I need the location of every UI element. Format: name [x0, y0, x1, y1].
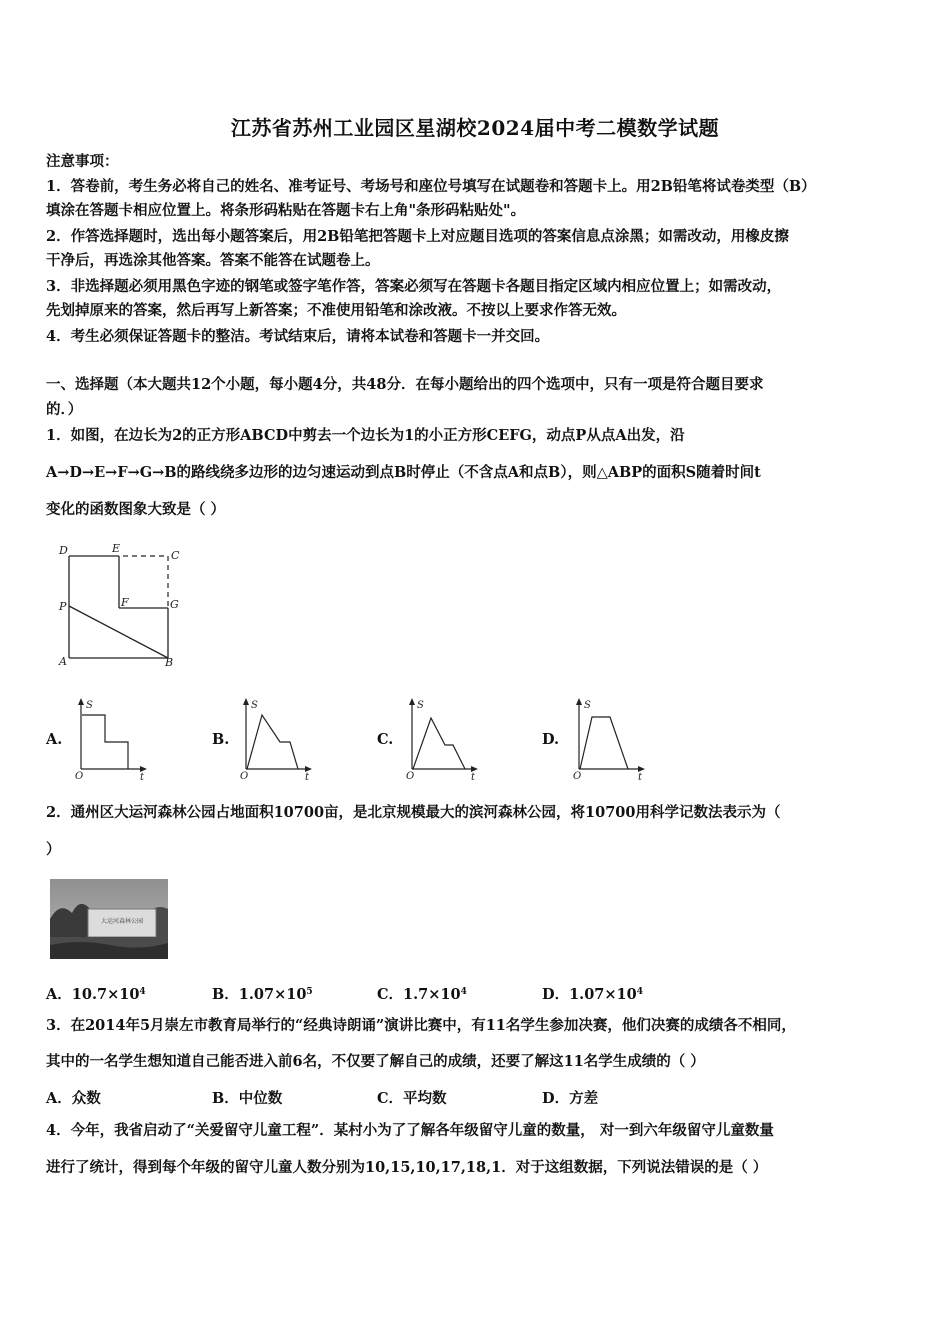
q1-option-a-label: A.	[46, 731, 63, 748]
label-A: A	[59, 655, 67, 668]
origin-label: O	[75, 771, 84, 781]
label-G: G	[170, 598, 179, 611]
park-photo	[50, 879, 168, 959]
label-B: B	[165, 656, 174, 669]
q3-text: 其中的一名学生想知道自己能否进入前6名，不仅要了解自己的成绩，还要了解这11名学生成绩的（ ）	[46, 1053, 705, 1070]
y-arrow	[78, 698, 84, 705]
section-heading-cont: 的．）	[46, 401, 83, 418]
q1-option-a-graph	[72, 695, 152, 781]
y-arrow	[243, 698, 249, 705]
notice-heading: 注意事项：	[46, 153, 119, 170]
graph-line	[247, 715, 298, 769]
q1-option-c-graph	[403, 695, 483, 781]
axis-label-s: S	[86, 700, 93, 711]
graph-line	[82, 715, 128, 769]
q3-option-c: C．平均数	[377, 1090, 447, 1107]
label-P: P	[59, 600, 67, 613]
q1-option-c-label: C.	[377, 731, 394, 748]
segment-PB	[69, 606, 168, 658]
axis-label-t: t	[140, 772, 145, 781]
q3-option-b: B．中位数	[212, 1090, 283, 1107]
q2-text: ）	[46, 841, 61, 858]
q3-option-a: A．众数	[46, 1090, 101, 1107]
label-D: D	[59, 544, 68, 557]
axis-label-s: S	[584, 700, 591, 711]
q2-option-c: C．$1.7\times 10^4$	[377, 986, 467, 1003]
q1-option-b-label: B.	[212, 731, 230, 748]
label-F: F	[121, 596, 129, 609]
section-heading: 一、选择题（本大题共12个小题，每小题4分，共48分．在每小题给出的四个选项中，只有一项是符合题目要求	[46, 376, 764, 393]
y-arrow	[409, 698, 415, 705]
axis-label-s: S	[417, 700, 424, 711]
photo-sign-text: 大运河森林公园	[100, 918, 144, 925]
notice-line: 3．非选择题必须用黑色字迹的钢笔或签字笔作答，答案必须写在答题卡各题目指定区域内相应位置上；如需改动，	[46, 278, 782, 295]
notice-line: 1．答卷前，考生务必将自己的姓名、准考证号、考场号和座位号填写在试题卷和答题卡上。用2B铅笔将试卷类型（B）	[46, 178, 816, 195]
q4-text: 4．今年，我省启动了“关爱留守儿童工程”．某村小为了了解各年级留守儿童的数量， 对一到六年级留守儿童数量	[46, 1122, 774, 1139]
notice-line: 2．作答选择题时，选出每小题答案后，用2B铅笔把答题卡上对应题目选项的答案信息点涂黑；如需改动，用橡皮擦	[46, 228, 789, 245]
label-E: E	[112, 542, 121, 555]
origin-label: O	[573, 771, 582, 781]
q1-option-d-label: D.	[542, 731, 560, 748]
q1-option-d-graph	[570, 695, 650, 781]
axis-label-t: t	[305, 772, 310, 781]
q2-option-d: D．$1.07\times 10^4$	[542, 986, 643, 1003]
notice-line: 干净后，再选涂其他答案。答案不能答在试题卷上。	[46, 252, 380, 269]
axis-label-t: t	[638, 772, 643, 781]
notice-line: 先划掉原来的答案，然后再写上新答案；不准使用铅笔和涂改液。不按以上要求作答无效。	[46, 302, 626, 319]
graph-line	[580, 717, 628, 769]
q3-text: 3．在2014年5月崇左市教育局举行的“经典诗朗诵”演讲比赛中，有11名学生参加决赛，他们决赛的成绩各不相同，	[46, 1017, 796, 1034]
y-arrow	[576, 698, 582, 705]
graph-line	[413, 718, 465, 769]
q2-option-a: A．$10.7\times 10^4$	[46, 986, 146, 1003]
q1-text: 变化的函数图象大致是（ ）	[46, 501, 226, 518]
q1-square-figure	[55, 540, 195, 672]
notice-line: 填涂在答题卡相应位置上。将条形码粘贴在答题卡右上角"条形码粘贴处"。	[46, 202, 526, 219]
notice-line: 4．考生必须保证答题卡的整洁。考试结束后，请将本试卷和答题卡一并交回。	[46, 328, 550, 345]
q4-text: 进行了统计，得到每个年级的留守儿童人数分别为10,15,10,17,18,1．对于这组数据，下列说法错误的是（ ）	[46, 1159, 768, 1176]
axis-label-s: S	[251, 700, 258, 711]
q2-text: 2．通州区大运河森林公园占地面积10700亩，是北京规模最大的滨河森林公园，将10700用科学记数法表示为（	[46, 804, 781, 821]
q1-text: A→D→E→F→G→B的路线绕多边形的边匀速运动到点B时停止（不含点A和点B），则△ABP的面积S随着时间t	[46, 464, 761, 481]
origin-label: O	[240, 771, 249, 781]
q3-option-d: D．方差	[542, 1090, 599, 1107]
origin-label: O	[406, 771, 415, 781]
axis-label-t: t	[471, 772, 476, 781]
label-C: C	[171, 549, 180, 562]
q2-option-b: B．$1.07\times 10^5$	[212, 986, 313, 1003]
q1-text: 1．如图，在边长为2的正方形ABCD中剪去一个边长为1的小正方形CEFG，动点P从点A出发，沿	[46, 427, 685, 444]
q1-option-b-graph	[237, 695, 317, 781]
page-title: 江苏省苏州工业园区星湖校2024届中考二模数学试题	[230, 116, 720, 140]
